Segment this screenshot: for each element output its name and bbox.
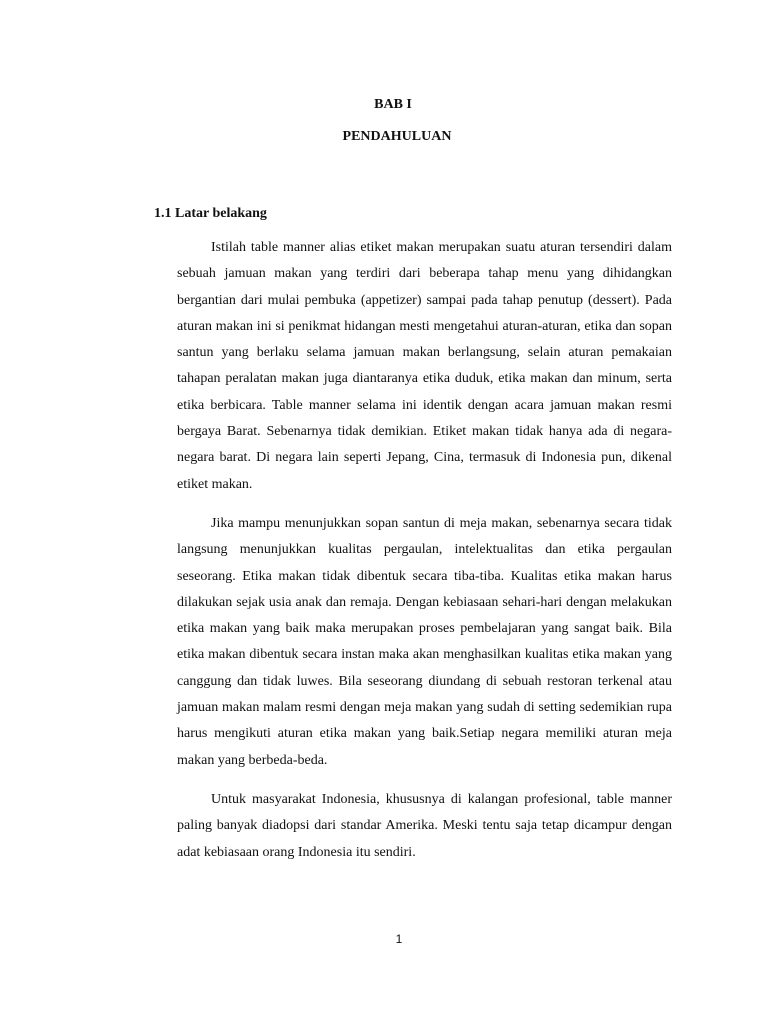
paragraph-3: Untuk masyarakat Indonesia, khususnya di kalangan profesional, table manner paling banyak diadopsi dari standar Amerika. Meski tentu saja tetap dicampur dengan adat kebiasaan orang Indonesia itu sendiri. <box>177 791 672 860</box>
paragraph-1: Istilah table manner alias etiket makan merupakan suatu aturan tersendiri dalam sebuah jamuan makan yang terdiri dari beberapa tahap menu yang dihidangkan bergantian dari mulai pembuka (appetizer) sampai pada tahap penutup (dessert). Pada aturan makan ini si penikmat hidangan mesti mengetahui aturan-aturan, etika dan sopan santun yang berlaku selama jamuan makan berlangsung, selain aturan pemakaian tahapan peralatan makan juga diantaranya etika duduk, etika makan dan minum, serta etika berbicara. Table manner selama ini identik dengan acara jamuan makan resmi bergaya Barat. Sebenarnya tidak demikian. Etiket makan tidak hanya ada di negara-negara barat. Di negara lain seperti Jepang, Cina, termasuk di Indonesia pun, dikenal etiket makan. <box>177 240 672 492</box>
body-text <box>177 235 672 879</box>
chapter-label: BAB I <box>374 97 412 112</box>
page-number: 1 <box>395 932 403 946</box>
paragraph-2: Jika mampu menunjukkan sopan santun di meja makan, sebenarnya secara tidak langsung menunjukkan kualitas pergaulan, intelektualitas dan etika pergaulan seseorang. Etika makan tidak dibentuk secara tiba-tiba. Kualitas etika makan harus dilakukan sejak usia anak dan remaja. Dengan kebiasaan sehari-hari dengan melakukan etika makan yang baik maka merupakan proses pembelajaran yang sangat baik. Bila etika makan dibentuk secara instan maka akan menghasilkan kualitas etika makan yang canggung dan tidak luwes. Bila seseorang diundang di sebuah restoran terkenal atau jamuan makan malam resmi dengan meja makan yang sudah di setting sedemikian rupa harus mengikuti aturan etika makan yang baik.Setiap negara memiliki aturan meja makan yang berbeda-beda. <box>177 515 672 768</box>
section-heading: 1.1 Latar belakang <box>154 206 267 221</box>
chapter-title: PENDAHULUAN <box>342 129 452 144</box>
